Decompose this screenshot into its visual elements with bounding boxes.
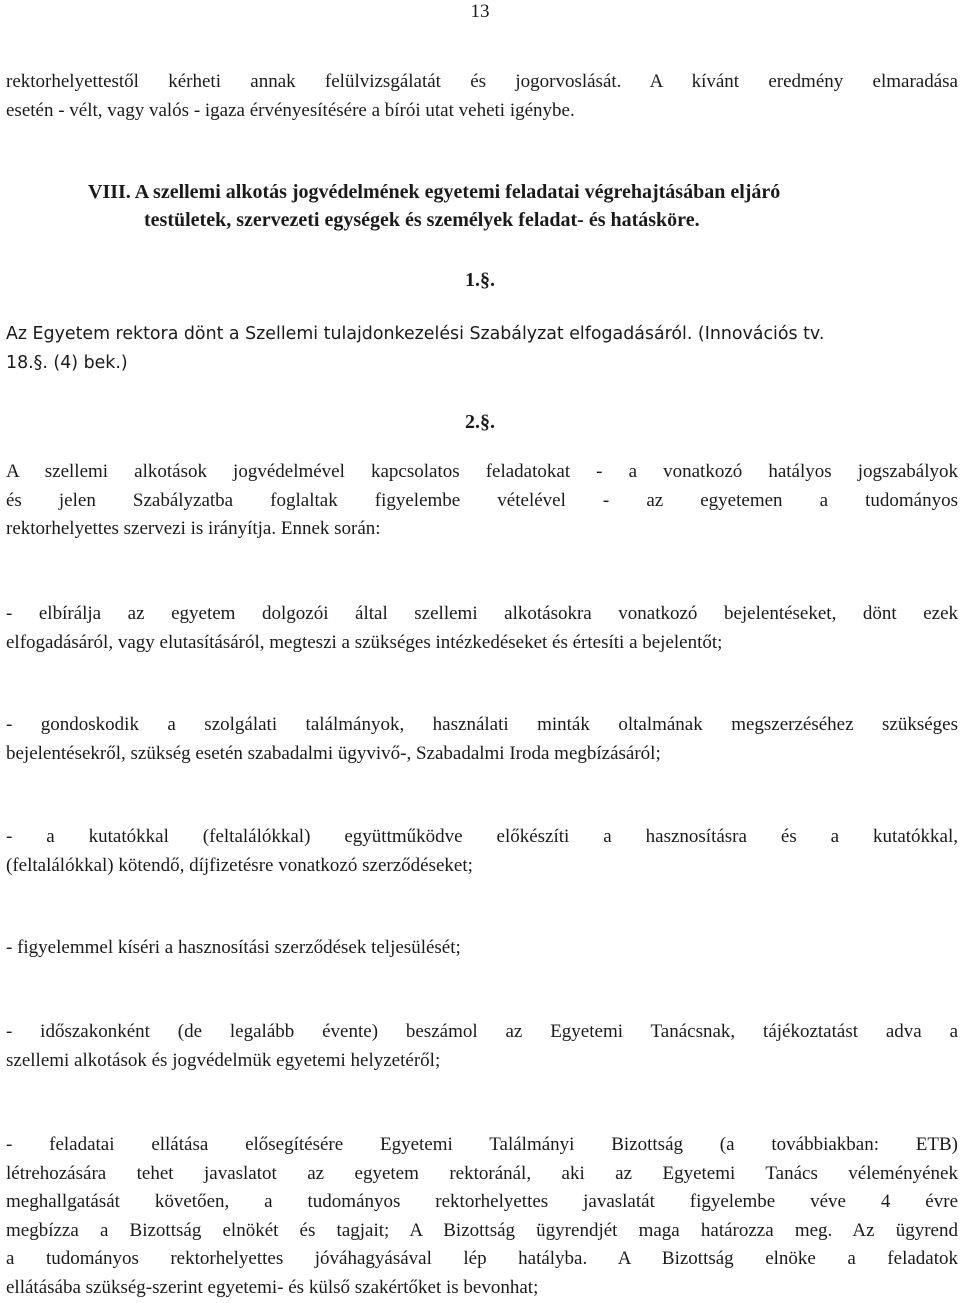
- list-item: [6, 934, 958, 963]
- section-1-line: Az Egyetem rektora dönt a Szellemi tulajdonkezelési Szabályzat elfogadásáról. (Innovációs tv.: [6, 324, 825, 344]
- list-item: [6, 1131, 958, 1302]
- section-2-intro: [6, 458, 958, 544]
- section-1-line: 18.§. (4) bek.): [6, 352, 128, 373]
- chapter-heading-line: testületek, szervezeti egységek és személyek feladat- és hatásköre.: [144, 209, 700, 231]
- page-number: 13: [470, 1, 490, 22]
- intro-line: rektorhelyettestől kérheti annak felülvizsgálatát és jogorvoslását. A kívánt eredmény elmaradása: [6, 71, 958, 92]
- chapter-heading: [0, 178, 960, 234]
- intro-paragraph: [6, 68, 958, 125]
- list-item-line: elfogadásáról, vagy elutasításáról, megteszi a szükséges intézkedéseket és értesíti a bejelentőt;: [6, 631, 723, 653]
- section-1-heading: 1.§.: [465, 269, 495, 291]
- section-2-heading: 2.§.: [465, 411, 495, 433]
- list-item-line: - figyelemmel kíséri a hasznosítási szerződések teljesülését;: [6, 937, 461, 958]
- list-item-line: szellemi alkotások és jogvédelmük egyetemi helyzetéről;: [6, 1049, 441, 1071]
- list-item-line: - elbírálja az egyetem dolgozói által szellemi alkotásokra vonatkozó bejelentéseket, dönt ezek: [6, 603, 958, 624]
- list-item-line: - a kutatókkal (feltalálókkal) együttműködve előkészíti a hasznosításra és a kutatókkal,: [6, 826, 958, 847]
- section-2-intro-line: A szellemi alkotások jogvédelmével kapcsolatos feladatokat - a vonatkozó hatályos jogszabályok: [6, 461, 958, 482]
- section-2-intro-line: rektorhelyettes szervezi is irányítja. Ennek során:: [6, 518, 381, 539]
- list-item-line: (feltalálókkal) kötendő, díjfizetésre vonatkozó szerződéseket;: [6, 854, 473, 876]
- list-item-line: - feladatai ellátása elősegítésére Egyetemi Találmányi Bizottság (a továbbiakban: ETB): [6, 1134, 958, 1155]
- list-item-line: bejelentésekről, szükség esetén szabadalmi ügyvivő-, Szabadalmi Iroda megbízásáról;: [6, 742, 661, 764]
- list-item: [6, 823, 958, 880]
- list-item: [6, 1018, 958, 1075]
- list-item-line: - gondoskodik a szolgálati találmányok, használati minták oltalmának megszerzéséhez szükséges: [6, 714, 958, 735]
- chapter-heading-line: VIII. A szellemi alkotás jogvédelmének egyetemi feladatai végrehajtásában eljáró: [88, 181, 781, 203]
- section-1-paragraph: [6, 320, 958, 377]
- intro-line: esetén - vélt, vagy valós - igaza érvényesítésére a bírói utat veheti igénybe.: [6, 99, 575, 121]
- section-2-intro-line: és jelen Szabályzatba foglaltak figyelembe vételével - az egyetemen a tudományos: [6, 489, 958, 511]
- list-item-line: ellátásába szükség-szerint egyetemi- és külső szakértőket is bevonhat;: [6, 1276, 539, 1298]
- list-item-line: - időszakonként (de legalább évente) beszámol az Egyetemi Tanácsnak, tájékoztatást adva a: [6, 1021, 958, 1042]
- list-item-line: létrehozására tehet javaslatot az egyetem rektoránál, aki az Egyetemi Tanács véleményének: [6, 1162, 958, 1184]
- list-item-line: a tudományos rektorhelyettes jóváhagyásával lép hatályba. A Bizottság elnöke a feladatok: [6, 1248, 958, 1269]
- list-item-line: meghallgatását követően, a tudományos rektorhelyettes javaslatát figyelembe véve 4 évre: [6, 1191, 958, 1212]
- list-item-line: megbízza a Bizottság elnökét és tagjait; A Bizottság ügyrendjét maga határozza meg. Az ügyrend: [6, 1219, 958, 1241]
- list-item: [6, 711, 958, 768]
- list-item: [6, 600, 958, 657]
